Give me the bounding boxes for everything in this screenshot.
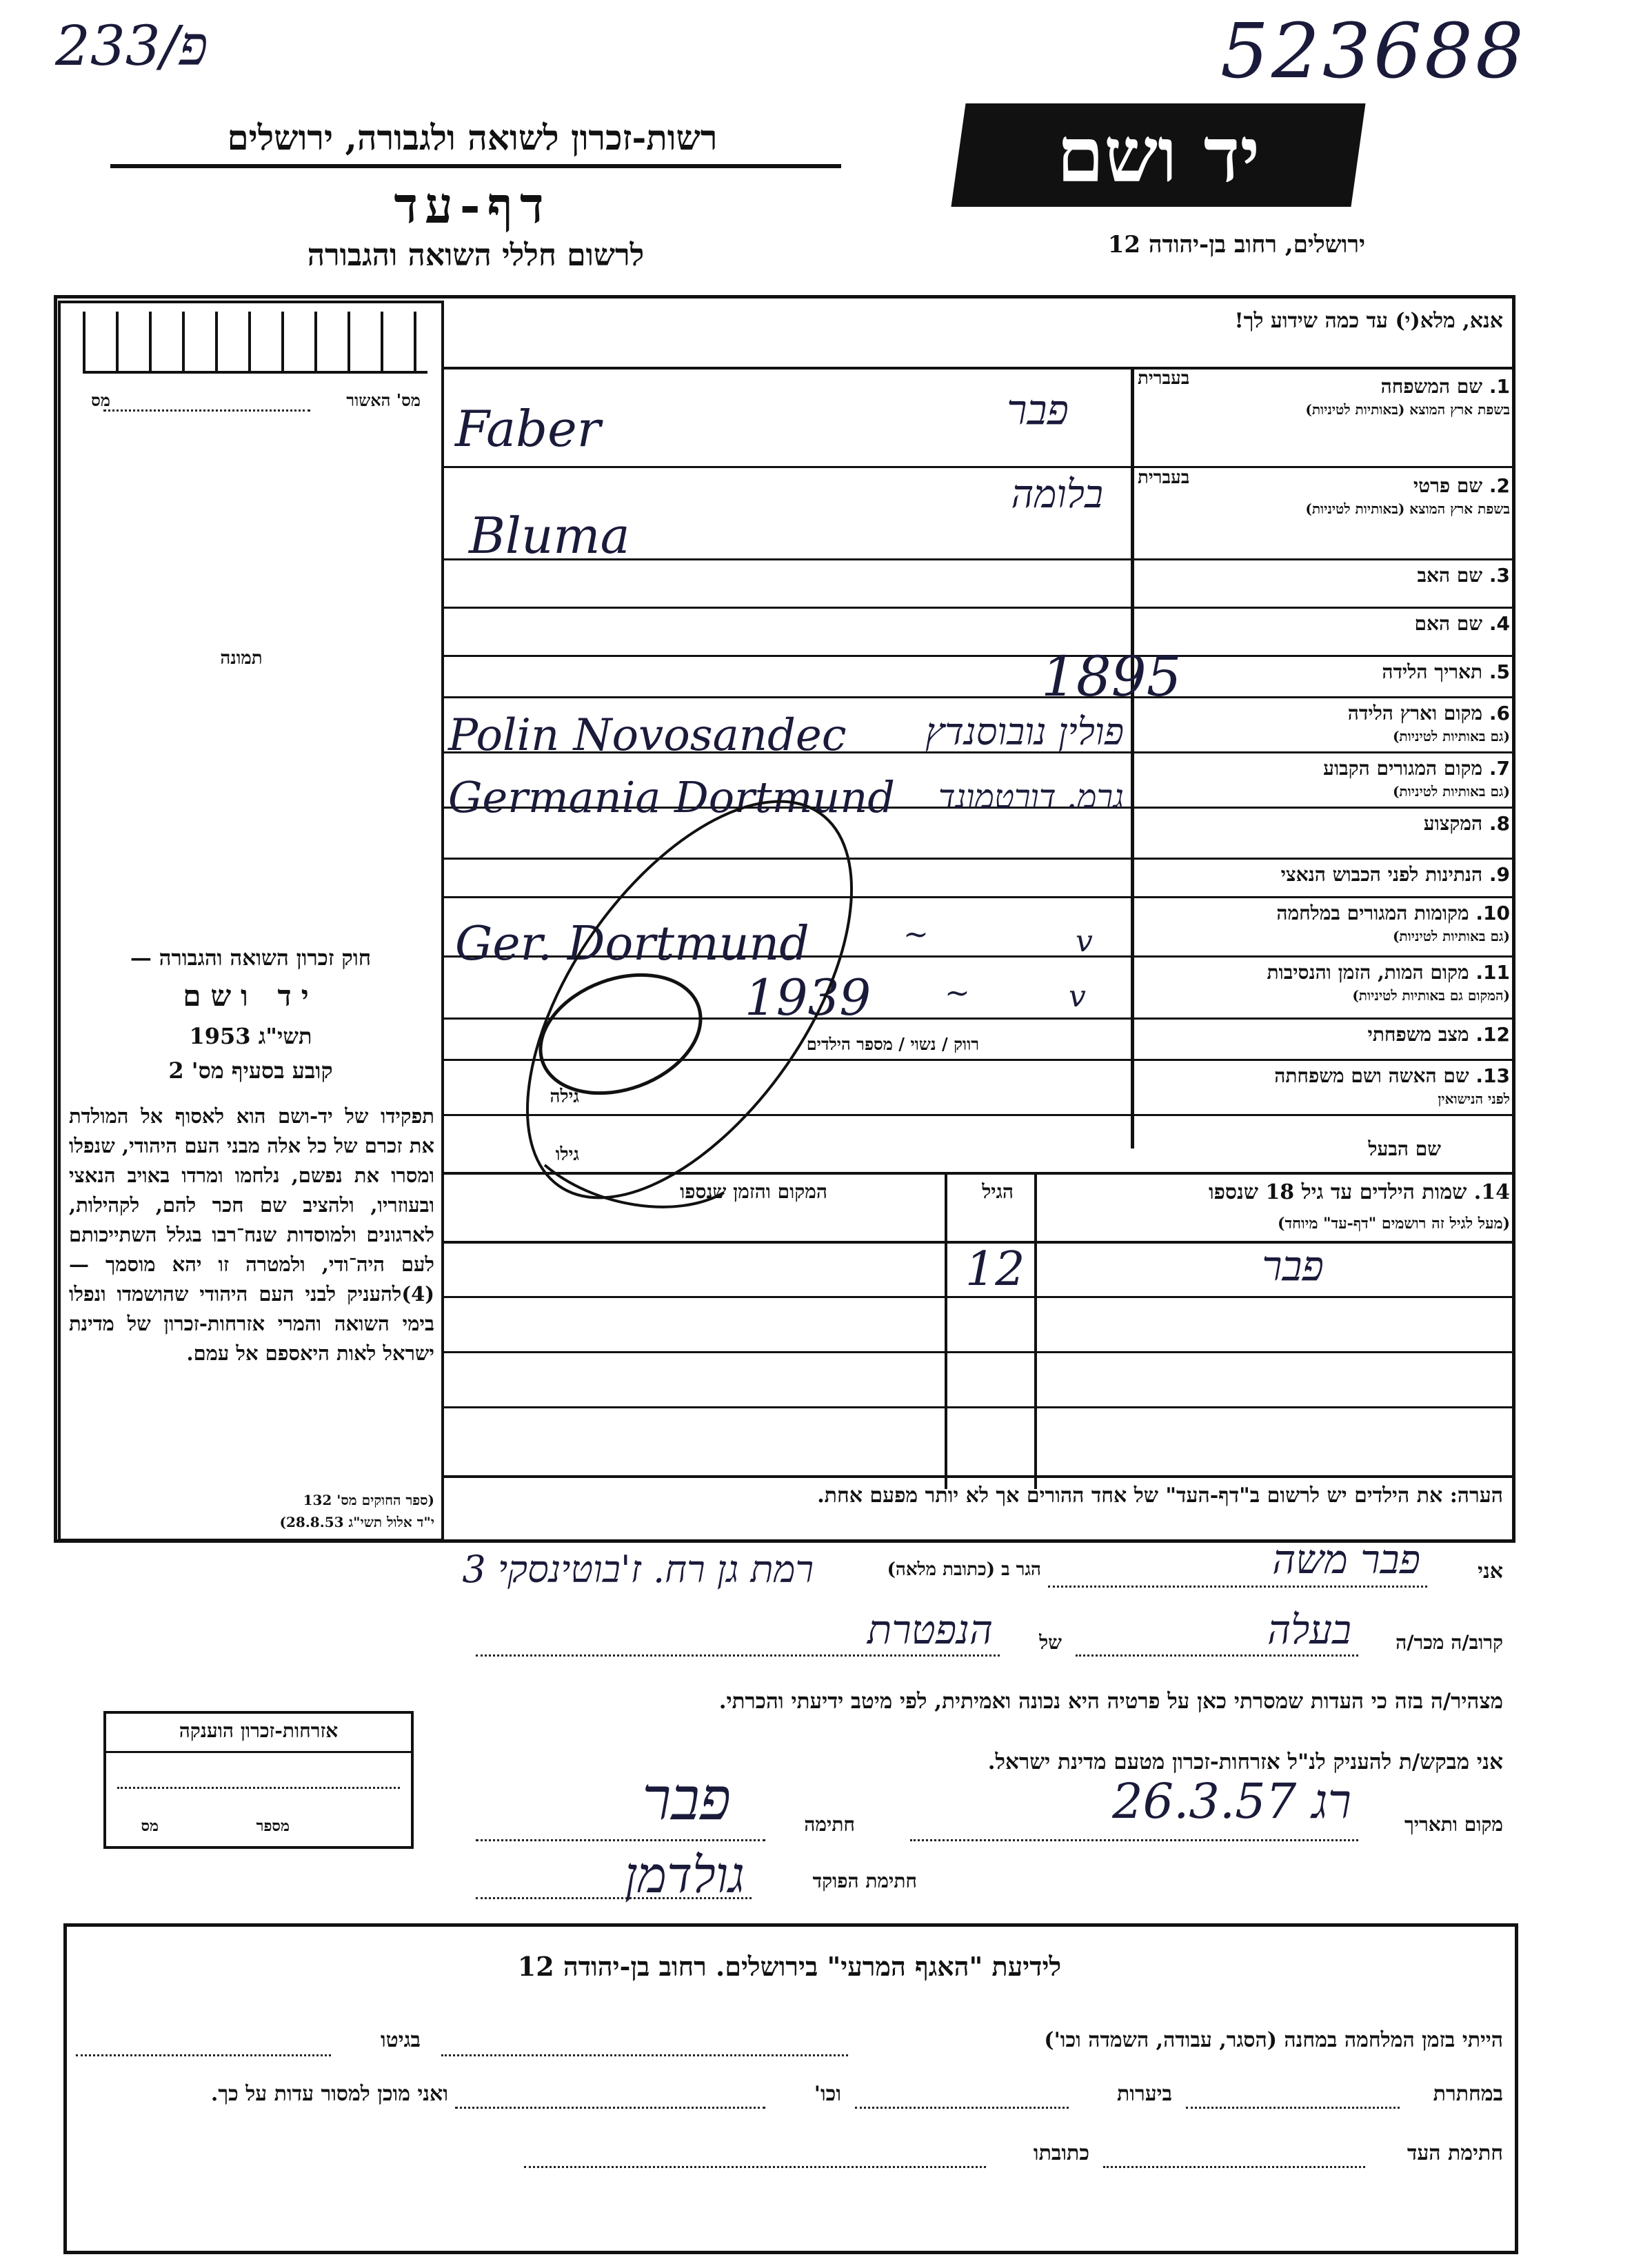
memorial-box-rule <box>103 1751 414 1753</box>
birthplace-hebrew-value[interactable]: פולין נובוסנדץ <box>925 710 1124 753</box>
children-note: הערה: את הילדים יש לרשום ב"דף-העד" של אחד ההורים אך לא יותר מפעם אחת. <box>817 1484 1503 1508</box>
officer-signature-line <box>476 1897 752 1899</box>
resides-label: הגר ב (כתובת מלאה) <box>887 1559 1041 1580</box>
footer-title: לידיעת "האגף המרעי" בירושלים. רחוב בן-יהודה 12 <box>517 1951 1062 1982</box>
fill-instructions: אנא, מלא(י) עד כמה שידוע לך! <box>1234 309 1503 333</box>
institution-name: רשות-זכרון לשואה ולגבורה, ירושלים <box>227 117 718 158</box>
field-label <box>1138 612 1510 636</box>
tick-mark <box>314 312 317 371</box>
birthplace-latin-value[interactable]: Polin Novosandec <box>448 710 847 761</box>
law-name: יד ושם <box>183 979 319 1013</box>
children-heading-sub: (מעל לגיל זה רושמים "דף-עד" מיוחד) <box>1278 1215 1510 1233</box>
signature-line <box>476 1839 765 1841</box>
children-age-col: הגיל <box>982 1180 1014 1203</box>
footer-line2-field-b[interactable] <box>855 2107 1069 2109</box>
field-number: 8. <box>1489 812 1510 835</box>
field-label <box>1138 812 1510 836</box>
ditto-mark: v <box>1076 924 1093 959</box>
field-rule <box>444 655 1515 657</box>
field-label <box>1138 757 1510 780</box>
wartime-residence-value[interactable]: Ger. Dortmund <box>455 917 809 971</box>
tick-mark <box>182 312 185 371</box>
field-label-text: תאריך הלידה <box>1382 660 1483 683</box>
field-label <box>1138 702 1510 725</box>
footer-line3-b: כתובתו <box>1033 2141 1089 2165</box>
children-heading <box>1034 1180 1510 1204</box>
tick-mark <box>414 312 416 371</box>
field-number: 1. <box>1489 375 1510 398</box>
residence-latin-value[interactable]: Germania Dortmund <box>448 772 895 822</box>
approval-tick-marks <box>83 312 427 374</box>
field-label-text: שם האשה ושם משפחתה <box>1274 1064 1469 1087</box>
field-label <box>1138 961 1510 984</box>
footer-line3-field-a[interactable] <box>1103 2166 1365 2168</box>
footer-line3-field-b[interactable] <box>524 2166 986 2168</box>
memorial-box-line[interactable] <box>117 1787 400 1789</box>
husband-age-label: גילו <box>555 1144 579 1165</box>
approval-prefix: מס <box>91 390 110 410</box>
field-label-text: הנתינות לפני הכבוש הנאצי <box>1280 863 1483 886</box>
relation-value[interactable]: בעלה <box>1267 1606 1351 1653</box>
law-year: תשי"ג 1953 <box>189 1023 312 1049</box>
field-number: 13. <box>1475 1064 1510 1087</box>
law-text: תפקידו של יד-ושם הוא לאסוף אל המולדת את זכרם של כל אלה מבני העם היהודי, שנפלו ומסרו את נפשם, נלחמו ומרדו באויב הנאצי ובעוזריו, ולהציב שם חכר להם, לקהילות, לארגונים ולמוסדות שנח־רבו בגלל השתייכותם לעם היה־ודי, ולמטרה זו יהא מוסמך — (4)להעניק לבני העם היהודי שהושמדו ונפלו בימי השואה והמרי אזרחות-זכרון של מדינת ישראל לאות היאספם אל עמם. <box>69 1104 434 1365</box>
firstname-hebrew-value[interactable]: בלומה <box>1011 472 1103 517</box>
husband-name-label: שם הבעל <box>1368 1137 1441 1160</box>
place-date-value[interactable]: רג 26.3.57 <box>1112 1773 1351 1830</box>
law-title: חוק זכרון השואה והגבורה — <box>130 946 372 971</box>
memorial-box-number-label: מספר <box>256 1817 290 1835</box>
field-number: 6. <box>1489 702 1510 725</box>
footer-line1-tail: בגיטו <box>380 2028 421 2052</box>
children-place-col: המקום והזמן שנספו <box>680 1180 827 1203</box>
field-number: 9. <box>1489 863 1510 886</box>
footer-line2-field-a[interactable] <box>1186 2107 1400 2109</box>
child-age-value[interactable]: 12 <box>965 1242 1025 1297</box>
ditto-mark: ~ <box>945 975 970 1011</box>
corner-reference: פ/233 <box>55 14 208 78</box>
field-label <box>1138 902 1510 925</box>
declarant-address-value[interactable]: רמת גן רח. ז'בוטינסקי 3 <box>462 1548 814 1591</box>
footer-line2-b: ביערות <box>1116 2082 1172 2106</box>
institution-underline <box>110 164 841 168</box>
yad-vashem-logo <box>951 103 1365 207</box>
field-label-text: המקצוע <box>1423 812 1483 835</box>
field-number: 11. <box>1475 961 1510 984</box>
footer-line1-field[interactable] <box>441 2054 848 2056</box>
officer-signature-label: חתימת הפוקד <box>812 1870 917 1892</box>
tick-mark <box>281 312 284 371</box>
field-sublabel: (המקום גם באותיות לטיניות) <box>1352 987 1510 1004</box>
law-reference-2: י"ד אלול תשי"ג 28.8.53) <box>279 1514 434 1530</box>
children-top-rule <box>444 1172 1515 1175</box>
children-row-rule <box>444 1406 1515 1408</box>
field-label-text: מקום המות, הזמן והנסיבות <box>1267 961 1469 984</box>
children-col-divider-1 <box>945 1172 947 1489</box>
law-reference-1: (ספר החוקים מס' 132 <box>303 1492 434 1508</box>
footer-line2-field-c[interactable] <box>455 2107 765 2109</box>
tick-mark <box>149 312 152 371</box>
firstname-latin-value[interactable]: Bluma <box>469 507 630 565</box>
declarant-name-line <box>1048 1586 1427 1588</box>
note-top-rule <box>444 1475 1515 1478</box>
field-label-text: מקום המגורים הקבוע <box>1323 757 1483 780</box>
field-label <box>1138 1064 1510 1088</box>
children-heading-text: שמות הילדים עד גיל 18 שנספו <box>1208 1180 1467 1204</box>
birthdate-value[interactable]: 1895 <box>1041 645 1182 709</box>
footer-line3-a: חתימת העד <box>1407 2141 1503 2165</box>
death-info-value[interactable]: 1939 <box>745 969 872 1026</box>
field-number: 4. <box>1489 612 1510 635</box>
field-number: 12. <box>1475 1023 1510 1046</box>
field-label-text: מצב משפחתי <box>1367 1023 1469 1046</box>
residence-hebrew-value[interactable]: גרמ. דורטמונד <box>938 778 1124 816</box>
field-sublabel: בשפת ארץ המוצא (באותיות לטיניות) <box>1305 500 1510 517</box>
officer-signature-value[interactable]: גולדמן <box>624 1846 745 1904</box>
ditto-mark: v <box>1069 979 1086 1014</box>
footer-line2-a: במחתרת <box>1433 2082 1503 2106</box>
field-number: 7. <box>1489 757 1510 780</box>
page-number: 523688 <box>1220 7 1527 95</box>
of-label: של <box>1039 1631 1062 1654</box>
relation-label: קרוב/ה מכר/ה <box>1396 1631 1503 1654</box>
ditto-mark: ~ <box>903 917 929 952</box>
footer-line2-tail: ואני מוכן למסור עדות על כך. <box>210 2082 448 2106</box>
declarant-ani-label: אני <box>1478 1559 1503 1583</box>
field-label-text: שם המשפחה <box>1380 375 1483 398</box>
form-title: דף-עד <box>394 176 551 234</box>
field-rule <box>444 607 1515 609</box>
signature-value[interactable]: פבר <box>642 1765 731 1834</box>
children-heading-num: 14. <box>1473 1180 1510 1204</box>
declaration-text: מצהיר/ה בזה כי העדות שמסרתי כאן על פרטיה היא נכונה ואמיתית, לפי מיטב ידיעתי והכרתי. <box>718 1689 1503 1714</box>
tick-mark <box>347 312 350 371</box>
header-address: ירושלים, רחוב בן-יהודה 12 <box>1107 231 1365 259</box>
place-date-line <box>910 1839 1358 1841</box>
field-number: 2. <box>1489 474 1510 497</box>
memorial-box-title: אזרחות-זכרון הוענקה <box>179 1719 339 1742</box>
tick-mark <box>83 312 85 371</box>
marital-options: רווק / נשוי / מספר הילדים <box>806 1034 979 1054</box>
field-number: 3. <box>1489 564 1510 587</box>
field-sublabel: לפני הנישואין <box>1438 1091 1510 1107</box>
photo-label: תמונה <box>220 648 263 669</box>
child-name-value[interactable]: פבר <box>1262 1242 1324 1290</box>
field-sublabel: (גם באותיות לטיניות) <box>1392 928 1510 944</box>
form-subtitle: לרשום חללי השואה והגבורה <box>307 238 645 273</box>
surname-hebrew-value[interactable]: פבר <box>1007 386 1069 434</box>
tick-mark <box>116 312 119 371</box>
footer-line1-field-b[interactable] <box>76 2054 331 2056</box>
tick-mark <box>215 312 218 371</box>
relation-line <box>1076 1654 1358 1657</box>
field-label-text: מקומות המגורים במלחמה <box>1276 902 1469 924</box>
field-label <box>1138 660 1510 684</box>
field-label-text: שם האם <box>1414 612 1483 635</box>
field-sublabel: (גם באותיות לטיניות) <box>1392 728 1510 745</box>
children-col-divider-2 <box>1034 1172 1037 1489</box>
approval-number-label: מס' האשור <box>346 390 421 410</box>
law-section: קובע בסעיף מס' 2 <box>168 1057 333 1084</box>
field-sublabel: בשפת ארץ המוצא (באותיות לטיניות) <box>1305 401 1510 418</box>
field-label-text: שם האב <box>1417 564 1483 587</box>
surname-latin-value[interactable]: Faber <box>455 400 601 458</box>
request-text: אני מבקש/ת להעניק לנ"ל אזרחות-זכרון מטעם מדינת ישראל. <box>987 1750 1503 1774</box>
footer-line1-text: הייתי בזמן המלחמה במחנה (הסגר, עבודה, השמדה וכו') <box>1044 2028 1503 2052</box>
of-value[interactable]: הנפטרת <box>867 1606 993 1653</box>
logo-text: יד ושם <box>1056 110 1260 199</box>
approval-number-field[interactable] <box>103 409 310 412</box>
footer-line2-c: וכו' <box>814 2082 841 2106</box>
of-line <box>476 1654 1000 1657</box>
field-sublabel: (גם באותיות לטיניות) <box>1392 783 1510 800</box>
field-label <box>1138 1023 1510 1046</box>
memorial-box-prefix: מס <box>141 1817 159 1835</box>
field-hebrew-tag: בעברית <box>1138 368 1190 389</box>
field-number: 10. <box>1475 902 1510 924</box>
field-label-text: מקום וארץ הלידה <box>1347 702 1483 725</box>
signature-label: חתימה <box>804 1813 855 1836</box>
tick-mark <box>381 312 383 371</box>
field-number: 5. <box>1489 660 1510 683</box>
tick-mark <box>248 312 251 371</box>
declarant-name-value[interactable]: פבר משה <box>1272 1536 1420 1583</box>
field-rule <box>444 696 1515 698</box>
field-label <box>1138 863 1510 887</box>
children-row-rule <box>444 1351 1515 1353</box>
place-date-label: מקום ותאריך <box>1404 1813 1503 1836</box>
field-label <box>1138 564 1510 587</box>
age-label: גילה <box>550 1086 579 1107</box>
field-hebrew-tag: בעברית <box>1138 467 1190 488</box>
field-label-text: שם פרטי <box>1413 474 1483 497</box>
label-column-divider <box>1131 369 1134 1148</box>
